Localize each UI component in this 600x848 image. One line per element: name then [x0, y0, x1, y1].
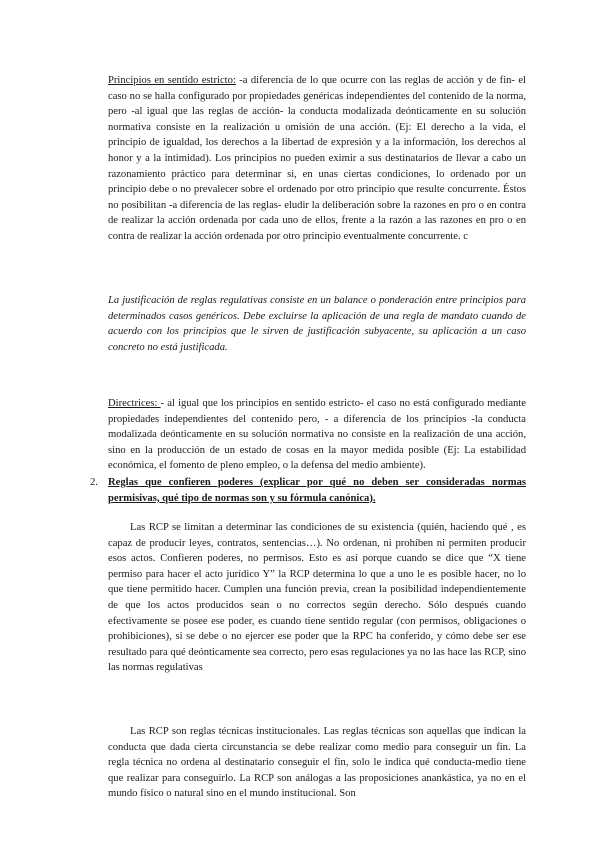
- rcp-paragraph-2: Las RCP son reglas técnicas institucionales. Las reglas técnicas son aquellas que indican la conducta que dada cierta circunstancia se debe realizar como medio para conseguir un fin. La regla técnica no ordena al destinatario conseguir el fin, solo le indica qué conducta-medio tiene que realizar para conseguirlo. La RCP son análogas a las proposiciones anankástica, ya no en el mundo físico o natural sino en el mundo institucional. Son: [108, 726, 526, 800]
- principios-text: -a diferencia de lo que ocurre con las reglas de acción y de fin- el caso no se halla configurado por propiedades genéricas independientes del contenido de la norma, pero -al igual que las reglas de acción- la conducta modalizada deónticamente en su solución normativa consiste en la realización u omisión de una acción. (Ej: El derecho a la vida, el principio de igualdad, los derechos a la libertad de expresión y a la información, los derechos al honor y a la intimidad). Los principios no pueden eximir a sus destinatarios de llevar a cabo un razonamiento práctico para determinar si, en unas ciertas condiciones, lo ordenado por un principio debe o no prevalecer sobre el ordenado por otro principio que resulte concurrente. Éstos no posibilitan -a diferencia de las reglas- eludir la deliberación sobre la razones en pro o en contra de realizar la acción ordenada por cada uno de ellos, frente a la razón a las razones en pro o en contra de realizar la acción ordenada por otro principio eventualmente concurrente. c: [108, 75, 526, 242]
- section-heading: Reglas que confieren poderes (explicar por qué no deben ser consideradas normas permisivas, qué tipo de normas son y su fórmula canónica).: [108, 477, 526, 504]
- directrices-paragraph: [108, 396, 526, 474]
- directrices-heading: Directrices:: [108, 398, 161, 409]
- justificacion-paragraph: La justificación de reglas regulativas consiste en un balance o ponderación entre principios para determinados casos genéricos. Debe excluirse la aplicación de una regla de mandato cuando de acuerdo con los principios que le sirven de justificación subyacente, su aplicación a un caso concreto no está justificada.: [108, 295, 526, 353]
- principios-paragraph: [108, 73, 526, 245]
- directrices-text: - al igual que los principios en sentido estricto- el caso no está configurado mediante propiedades independientes del contenido pero, - a diferencia de los principios -la conducta modalizada deónticamente en su solución normativa no consiste en la realización de una acción, sino en la producción de un estado de cosas en la mayor medida posible (Ej: La estabilidad económica, el fomento de pleno empleo, o la defensa del medio ambiente).: [108, 398, 526, 472]
- principios-heading: Principios en sentido estricto:: [108, 75, 236, 86]
- section-number: 2.: [90, 477, 98, 488]
- rcp-paragraph-1: Las RCP se limitan a determinar las condiciones de su existencia (quién, haciendo qué , es capaz de producir leyes, contratos, sentencias…). No ordenan, ni prohíben ni permiten producir esos actos. Confieren poderes, no permisos. Esto es así porque cuando se dice que “X tiene permiso para hacer el acto jurídico Y” la RCP determina lo que a uno le es posible hacer, no lo que tiene permitido hacer. Cumplen una función previa, crean la posibilidad independientemente de que los actos producidos sean o no correctos según derecho. Sólo después cuando efectivamente se posee ese poder, es cuando tiene sentido regular (con permisos, obligaciones o prohibiciones), si se debe o no ejercer ese poder que la RPC ha conferido, y cómo debe ser ese resultado para qué deónticamente sea correcto, pero esas regulaciones ya no las hace las RCP, sino las normas regulativas: [108, 522, 526, 674]
